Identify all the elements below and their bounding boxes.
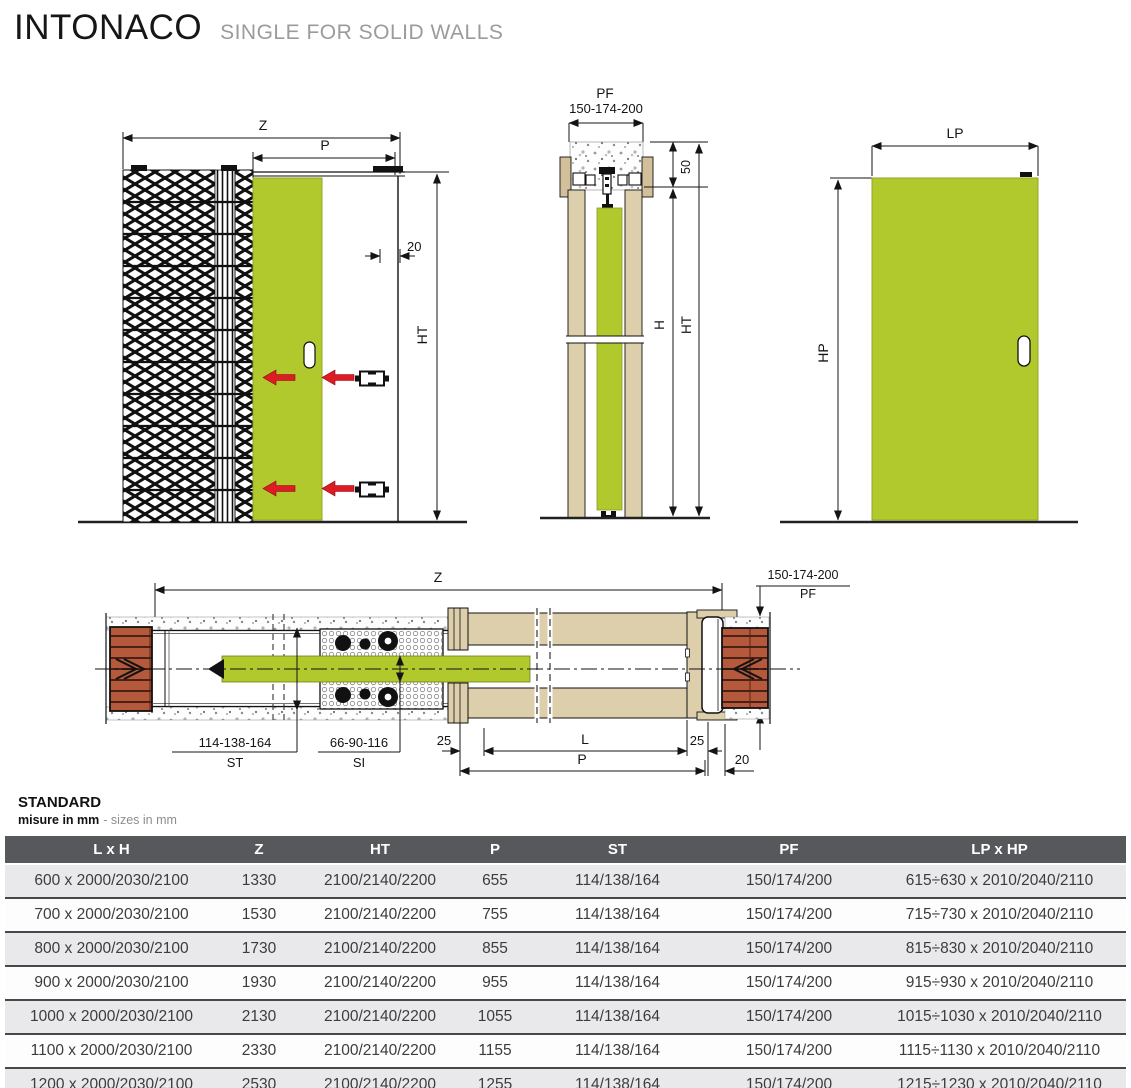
cell-z: 1530: [241, 906, 277, 923]
dimension-z-plan: [155, 569, 722, 620]
cell-ht: 2100/2140/2200: [323, 940, 437, 957]
door-stop-channel: [702, 617, 723, 713]
dimension-ht: [400, 172, 449, 520]
dimension-20: [365, 239, 421, 263]
dimension-p-plan: [460, 751, 705, 776]
cell-pf: 150/174/200: [745, 1042, 833, 1059]
cell-lxh: 600 x 2000/2030/2100: [34, 872, 189, 889]
cell-p: 755: [482, 906, 508, 923]
svg-text:114-138-164: 114-138-164: [198, 735, 272, 750]
svg-text:150-174-200: 150-174-200: [767, 568, 839, 582]
sizes-note-bold: misure in mm: [18, 813, 100, 827]
cell-ht: 2100/2140/2200: [323, 872, 437, 889]
dimension-st: [172, 628, 297, 770]
dimension-50: [644, 142, 708, 187]
cell-st: 114/138/164: [574, 872, 661, 889]
svg-text:HP: HP: [815, 343, 831, 363]
cell-lxh: 800 x 2000/2030/2100: [34, 940, 189, 957]
cell-lpxhp: 1215÷1230 x 2010/2040/2110: [897, 1076, 1102, 1088]
plan-section-drawing: [90, 560, 1080, 795]
svg-text:66-90-116: 66-90-116: [329, 735, 389, 750]
cell-z: 1330: [241, 872, 277, 889]
cell-st: 114/138/164: [574, 1008, 661, 1025]
svg-text:150-174-200: 150-174-200: [569, 101, 643, 116]
cell-p: 1055: [477, 1008, 513, 1025]
sizes-note: [18, 813, 177, 827]
cell-st: 114/138/164: [574, 1076, 661, 1088]
cell-z: 2530: [241, 1076, 277, 1088]
column-header-pf: PF: [705, 836, 873, 864]
table-row: [5, 966, 1126, 1000]
metal-mesh: [123, 165, 253, 522]
svg-text:L: L: [581, 731, 589, 747]
cell-ht: 2100/2140/2200: [323, 1008, 437, 1025]
dimension-ht-section: [679, 144, 699, 516]
cell-ht: 2100/2140/2200: [323, 906, 437, 923]
column-header-ht: HT: [300, 836, 460, 864]
striker-hardware-icon: [355, 372, 389, 497]
handle-recess: [304, 342, 315, 368]
svg-text:P: P: [320, 137, 330, 153]
cell-pf: 150/174/200: [745, 872, 833, 889]
cell-ht: 2100/2140/2200: [323, 1076, 437, 1088]
cell-p: 1155: [478, 1042, 512, 1059]
handle-recess: [1018, 336, 1030, 366]
cell-z: 2330: [241, 1042, 277, 1059]
table-row: [5, 898, 1126, 932]
cell-pf: 150/174/200: [745, 974, 833, 991]
cell-lxh: 1000 x 2000/2030/2100: [30, 1008, 193, 1025]
cell-lxh: 1200 x 2000/2030/2100: [30, 1076, 193, 1088]
cell-st: 114/138/164: [574, 906, 661, 923]
table-row: [5, 1000, 1126, 1034]
table-row: [5, 864, 1126, 898]
page-header: [14, 8, 503, 48]
column-header-lpxhp: LP x HP: [873, 836, 1126, 864]
cell-lpxhp: 1115÷1130 x 2010/2040/2110: [898, 1042, 1101, 1059]
cell-lpxhp: 815÷830 x 2010/2040/2110: [905, 940, 1094, 957]
door-panel-section: [597, 208, 622, 517]
dimension-hp: [815, 178, 872, 520]
column-header-st: ST: [530, 836, 705, 864]
door-panel-drawing: [780, 108, 1080, 540]
cell-pf: 150/174/200: [745, 906, 833, 923]
cell-pf: 150/174/200: [745, 940, 833, 957]
dimension-20-plan: [725, 724, 754, 776]
cell-lxh: 700 x 2000/2030/2100: [34, 906, 189, 923]
sizes-note-light: - sizes in mm: [103, 813, 177, 827]
cell-p: 855: [482, 940, 508, 957]
svg-text:50: 50: [679, 160, 693, 174]
svg-text:H: H: [652, 320, 667, 330]
svg-text:Z: Z: [433, 569, 443, 585]
cell-ht: 2100/2140/2200: [323, 974, 437, 991]
cell-ht: 2100/2140/2200: [323, 1042, 437, 1059]
cell-lpxhp: 615÷630 x 2010/2040/2110: [905, 872, 1094, 889]
dimension-h: [652, 189, 673, 516]
door-panel-front: [253, 178, 322, 520]
dimension-z: [123, 117, 400, 174]
cell-z: 1930: [241, 974, 277, 991]
svg-text:LP: LP: [946, 125, 964, 141]
dimension-25-left: [437, 723, 502, 776]
door-panel: [872, 172, 1038, 520]
dimension-lp: [872, 125, 1038, 176]
cell-st: 114/138/164: [574, 1042, 661, 1059]
cell-p: 655: [482, 872, 508, 889]
svg-text:20: 20: [407, 239, 422, 254]
dimension-pf: [569, 86, 643, 142]
cell-lpxhp: 1015÷1030 x 2010/2040/2110: [897, 1008, 1102, 1025]
cell-lpxhp: 915÷930 x 2010/2040/2110: [905, 974, 1094, 991]
table-row: [5, 1068, 1126, 1088]
cell-lxh: 1100 x 2000/2030/2100: [30, 1042, 193, 1059]
standard-heading: STANDARD: [18, 794, 102, 811]
cell-st: 114/138/164: [574, 940, 661, 957]
table-row: [5, 1034, 1126, 1068]
cell-st: 114/138/164: [574, 974, 661, 991]
page-title: INTONACO: [14, 8, 203, 47]
svg-text:HT: HT: [414, 325, 430, 345]
cell-pf: 150/174/200: [745, 1008, 833, 1025]
cell-z: 2130: [241, 1008, 277, 1025]
vertical-section-drawing: [540, 85, 715, 540]
svg-text:Z: Z: [258, 117, 268, 133]
cell-lxh: 900 x 2000/2030/2100: [34, 974, 189, 991]
svg-text:25: 25: [689, 733, 705, 748]
column-header-p: P: [460, 836, 530, 864]
column-header-lxh: L x H: [5, 836, 218, 864]
svg-text:20: 20: [734, 752, 750, 767]
dimension-25-right: [690, 722, 722, 776]
svg-text:SI: SI: [352, 755, 366, 770]
svg-text:25: 25: [436, 733, 452, 748]
front-view-drawing: [75, 100, 470, 540]
svg-text:PF: PF: [596, 86, 614, 101]
cell-pf: 150/174/200: [745, 1076, 833, 1088]
sizes-table-header-row: [5, 836, 1126, 864]
cell-p: 1255: [477, 1076, 513, 1088]
table-row: [5, 932, 1126, 966]
svg-text:PF: PF: [800, 587, 816, 601]
sizes-table: [5, 836, 1126, 1088]
break-line: [566, 336, 644, 343]
page-subtitle: SINGLE FOR SOLID WALLS: [220, 21, 504, 44]
svg-text:P: P: [577, 751, 587, 767]
column-header-z: Z: [218, 836, 300, 864]
svg-text:HT: HT: [679, 316, 694, 334]
cell-z: 1730: [241, 940, 277, 957]
cell-p: 955: [482, 974, 508, 991]
cell-lpxhp: 715÷730 x 2010/2040/2110: [905, 906, 1094, 923]
svg-text:ST: ST: [226, 755, 244, 770]
